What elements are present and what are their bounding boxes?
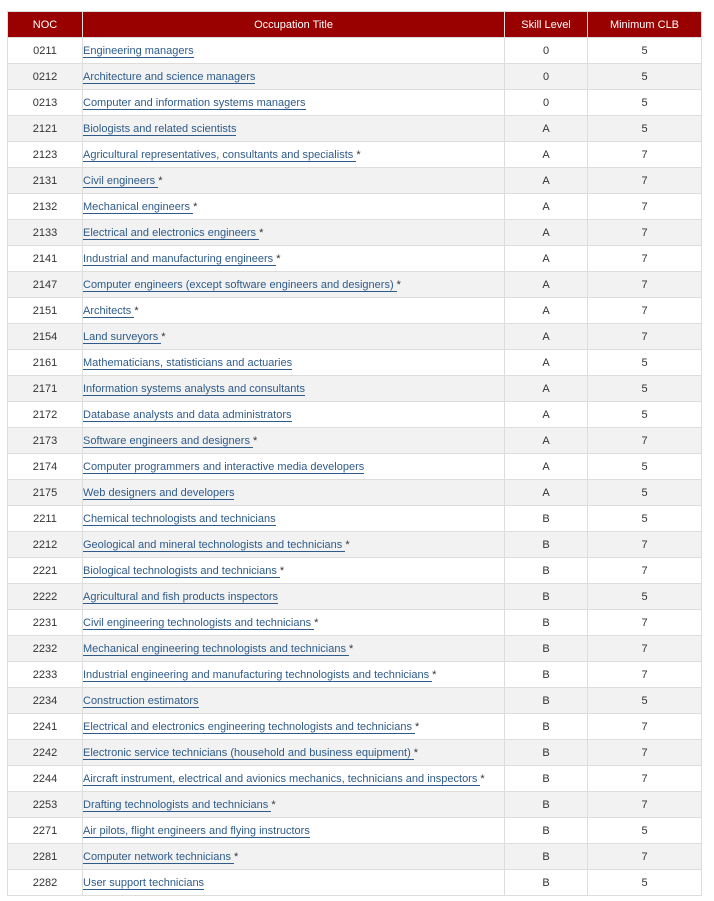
occupation-title-cell — [83, 168, 505, 194]
minimum-clb: 7 — [588, 246, 702, 272]
noc-code: 2234 — [8, 688, 83, 714]
skill-level: A — [505, 324, 588, 350]
skill-level: A — [505, 350, 588, 376]
skill-level: 0 — [505, 64, 588, 90]
asterisk-marker: * — [158, 174, 163, 187]
occupation-title-cell — [83, 298, 505, 324]
noc-code: 2151 — [8, 298, 83, 324]
noc-code: 2212 — [8, 532, 83, 558]
minimum-clb: 7 — [588, 558, 702, 584]
noc-code: 2173 — [8, 428, 83, 454]
table-row — [8, 116, 702, 142]
occupation-title-cell — [83, 246, 505, 272]
occupation-link[interactable]: Computer engineers (except software engineers and designers) — [83, 278, 397, 291]
noc-code: 2141 — [8, 246, 83, 272]
minimum-clb: 7 — [588, 610, 702, 636]
occupation-title-cell — [83, 818, 505, 844]
minimum-clb: 7 — [588, 636, 702, 662]
occupation-link[interactable]: Land surveyors — [83, 330, 162, 343]
skill-level: B — [505, 506, 588, 532]
table-row — [8, 532, 702, 558]
table-row — [8, 714, 702, 740]
asterisk-marker: * — [480, 772, 485, 785]
noc-code: 2232 — [8, 636, 83, 662]
occupation-title-cell — [83, 90, 505, 116]
skill-level: B — [505, 714, 588, 740]
skill-level: B — [505, 688, 588, 714]
minimum-clb: 7 — [588, 792, 702, 818]
minimum-clb: 5 — [588, 116, 702, 142]
noc-code: 2121 — [8, 116, 83, 142]
skill-level: B — [505, 662, 588, 688]
occupation-link[interactable]: Architects — [83, 304, 135, 317]
occupation-title-cell — [83, 766, 505, 792]
noc-code: 2282 — [8, 870, 83, 896]
occupation-link[interactable]: Web designers and developers — [83, 486, 235, 499]
occupation-link[interactable]: Civil engineering technologists and technicians — [83, 616, 315, 629]
occupation-link[interactable]: Civil engineers — [83, 174, 159, 187]
minimum-clb: 7 — [588, 142, 702, 168]
table-row — [8, 64, 702, 90]
table-row — [8, 220, 702, 246]
occupation-link[interactable]: Electronic service technicians (household and business equipment) — [83, 746, 414, 759]
minimum-clb: 7 — [588, 766, 702, 792]
occupation-link[interactable]: Construction estimators — [83, 694, 199, 707]
table-row — [8, 272, 702, 298]
table-row — [8, 610, 702, 636]
asterisk-marker: * — [279, 564, 285, 577]
occupation-link[interactable]: Biologists and related scientists — [83, 122, 237, 135]
occupation-title-cell — [83, 350, 505, 376]
skill-level: B — [505, 558, 588, 584]
minimum-clb: 5 — [588, 870, 702, 896]
skill-level: B — [505, 636, 588, 662]
skill-level: A — [505, 272, 588, 298]
minimum-clb: 7 — [588, 714, 702, 740]
occupation-title-cell — [83, 662, 505, 688]
noc-code: 2131 — [8, 168, 83, 194]
noc-code: 2132 — [8, 194, 83, 220]
occupation-title-cell — [83, 558, 505, 584]
asterisk-marker: * — [356, 148, 361, 161]
occupation-link[interactable]: Architecture and science managers — [83, 70, 256, 83]
header-skill-level: Skill Level — [505, 12, 588, 38]
minimum-clb: 7 — [588, 220, 702, 246]
occupation-link[interactable]: Geological and mineral technologists and technicians — [83, 538, 346, 551]
asterisk-marker: * — [314, 616, 319, 629]
skill-level: 0 — [505, 90, 588, 116]
occupation-link[interactable]: Agricultural representatives, consultants and specialists — [83, 148, 357, 161]
noc-code: 2221 — [8, 558, 83, 584]
occupation-title-cell — [83, 688, 505, 714]
minimum-clb: 7 — [588, 740, 702, 766]
table-row — [8, 38, 702, 64]
occupation-title-cell — [83, 480, 505, 506]
occupation-link[interactable]: Computer and information systems managers — [83, 96, 306, 109]
noc-code: 2231 — [8, 610, 83, 636]
occupation-link[interactable]: Software engineers and designers — [83, 434, 253, 447]
table-row — [8, 740, 702, 766]
occupation-link[interactable]: Mathematicians, statisticians and actuaries — [83, 356, 293, 369]
noc-code: 2253 — [8, 792, 83, 818]
minimum-clb: 5 — [588, 90, 702, 116]
occupation-link[interactable]: Computer network technicians — [83, 850, 235, 863]
asterisk-marker: * — [253, 434, 258, 447]
skill-level: A — [505, 376, 588, 402]
minimum-clb: 5 — [588, 584, 702, 610]
noc-code: 2222 — [8, 584, 83, 610]
occupation-title-cell — [83, 584, 505, 610]
asterisk-marker: * — [259, 226, 264, 239]
skill-level: 0 — [505, 38, 588, 64]
occupation-link[interactable]: Electrical and electronics engineering technologists and technicians — [83, 720, 416, 733]
skill-level: A — [505, 116, 588, 142]
occupation-title-cell — [83, 740, 505, 766]
noc-code: 2123 — [8, 142, 83, 168]
occupation-link[interactable]: Information systems analysts and consultants — [83, 382, 305, 395]
table-row — [8, 376, 702, 402]
asterisk-marker: * — [349, 642, 354, 655]
noc-code: 2161 — [8, 350, 83, 376]
occupation-link[interactable]: Database analysts and data administrators — [83, 408, 292, 421]
occupation-title-cell — [83, 376, 505, 402]
skill-level: B — [505, 740, 588, 766]
table-row — [8, 844, 702, 870]
minimum-clb: 5 — [588, 480, 702, 506]
occupation-link[interactable]: Industrial and manufacturing engineers — [83, 252, 277, 265]
noc-code: 2154 — [8, 324, 83, 350]
skill-level: B — [505, 532, 588, 558]
minimum-clb: 5 — [588, 38, 702, 64]
occupation-title-cell — [83, 116, 505, 142]
minimum-clb: 7 — [588, 532, 702, 558]
asterisk-marker: * — [134, 304, 139, 317]
occupation-link[interactable]: Drafting technologists and technicians — [83, 798, 272, 811]
occupation-link[interactable]: Computer programmers and interactive media developers — [83, 460, 365, 473]
noc-code: 2133 — [8, 220, 83, 246]
noc-code: 2171 — [8, 376, 83, 402]
noc-code: 2271 — [8, 818, 83, 844]
table-row — [8, 142, 702, 168]
skill-level: A — [505, 480, 588, 506]
noc-code: 0213 — [8, 90, 83, 116]
minimum-clb: 7 — [588, 168, 702, 194]
table-row — [8, 558, 702, 584]
table-row — [8, 350, 702, 376]
occupation-title-cell — [83, 532, 505, 558]
occupation-link[interactable]: Air pilots, flight engineers and flying instructors — [83, 824, 310, 837]
table-row — [8, 792, 702, 818]
asterisk-marker: * — [413, 746, 419, 759]
occupation-title-cell — [83, 714, 505, 740]
noc-code: 0212 — [8, 64, 83, 90]
occupation-link[interactable]: Chemical technologists and technicians — [83, 512, 276, 525]
table-row — [8, 168, 702, 194]
occupation-link[interactable]: User support technicians — [83, 876, 205, 889]
table-row — [8, 688, 702, 714]
occupation-link[interactable]: Agricultural and fish products inspectors — [83, 590, 279, 603]
asterisk-marker: * — [161, 330, 166, 343]
minimum-clb: 5 — [588, 402, 702, 428]
asterisk-marker: * — [234, 850, 239, 863]
occupation-title-cell — [83, 324, 505, 350]
table-row — [8, 402, 702, 428]
occupation-title-cell — [83, 610, 505, 636]
asterisk-marker: * — [345, 538, 350, 551]
occupation-table — [7, 11, 702, 896]
minimum-clb: 7 — [588, 662, 702, 688]
table-row — [8, 246, 702, 272]
noc-code: 0211 — [8, 38, 83, 64]
asterisk-marker: * — [396, 278, 401, 291]
table-header — [8, 12, 702, 38]
noc-code: 2172 — [8, 402, 83, 428]
asterisk-marker: * — [276, 252, 281, 265]
occupation-title-cell — [83, 402, 505, 428]
minimum-clb: 5 — [588, 506, 702, 532]
noc-code: 2211 — [8, 506, 83, 532]
skill-level: A — [505, 454, 588, 480]
table-row — [8, 454, 702, 480]
occupation-title-cell — [83, 428, 505, 454]
noc-code: 2174 — [8, 454, 83, 480]
skill-level: B — [505, 584, 588, 610]
skill-level: A — [505, 142, 588, 168]
table-body — [8, 38, 702, 896]
skill-level: B — [505, 818, 588, 844]
occupation-link[interactable]: Industrial engineering and manufacturing technologists and technicians — [83, 668, 433, 681]
minimum-clb: 5 — [588, 454, 702, 480]
occupation-link[interactable]: Biological technologists and technicians — [83, 564, 280, 577]
header-row — [8, 12, 702, 38]
noc-code: 2241 — [8, 714, 83, 740]
occupation-link[interactable]: Mechanical engineering technologists and technicians — [83, 642, 350, 655]
table-row — [8, 584, 702, 610]
table-row — [8, 766, 702, 792]
occupation-title-cell — [83, 454, 505, 480]
occupation-link[interactable]: Mechanical engineers — [83, 200, 194, 213]
minimum-clb: 7 — [588, 194, 702, 220]
skill-level: A — [505, 428, 588, 454]
minimum-clb: 7 — [588, 324, 702, 350]
skill-level: B — [505, 766, 588, 792]
occupation-link[interactable]: Engineering managers — [83, 44, 194, 57]
table-row — [8, 324, 702, 350]
asterisk-marker: * — [432, 668, 437, 681]
minimum-clb: 5 — [588, 64, 702, 90]
occupation-link[interactable]: Electrical and electronics engineers — [83, 226, 260, 239]
occupation-title-cell — [83, 844, 505, 870]
occupation-title-cell — [83, 194, 505, 220]
asterisk-marker: * — [271, 798, 276, 811]
skill-level: A — [505, 298, 588, 324]
minimum-clb: 5 — [588, 376, 702, 402]
skill-level: A — [505, 246, 588, 272]
table-row — [8, 194, 702, 220]
minimum-clb: 7 — [588, 844, 702, 870]
table-row — [8, 506, 702, 532]
occupation-link[interactable]: Aircraft instrument, electrical and avionics mechanics, technicians and inspectors — [83, 772, 481, 785]
table-row — [8, 298, 702, 324]
table-row — [8, 818, 702, 844]
header-occupation-title: Occupation Title — [83, 12, 505, 38]
header-noc: NOC — [8, 12, 83, 38]
header-minimum-clb: Minimum CLB — [588, 12, 702, 38]
noc-code: 2147 — [8, 272, 83, 298]
occupation-title-cell — [83, 792, 505, 818]
occupation-title-cell — [83, 506, 505, 532]
skill-level: A — [505, 194, 588, 220]
skill-level: A — [505, 168, 588, 194]
skill-level: B — [505, 792, 588, 818]
noc-code: 2233 — [8, 662, 83, 688]
occupation-title-cell — [83, 38, 505, 64]
occupation-title-cell — [83, 636, 505, 662]
skill-level: A — [505, 402, 588, 428]
noc-code: 2244 — [8, 766, 83, 792]
skill-level: B — [505, 844, 588, 870]
minimum-clb: 7 — [588, 272, 702, 298]
minimum-clb: 5 — [588, 818, 702, 844]
skill-level: B — [505, 870, 588, 896]
minimum-clb: 7 — [588, 428, 702, 454]
occupation-title-cell — [83, 870, 505, 896]
table-row — [8, 480, 702, 506]
noc-code: 2281 — [8, 844, 83, 870]
table-row — [8, 90, 702, 116]
table-row — [8, 428, 702, 454]
occupation-title-cell — [83, 142, 505, 168]
asterisk-marker: * — [193, 200, 198, 213]
minimum-clb: 5 — [588, 688, 702, 714]
occupation-title-cell — [83, 64, 505, 90]
skill-level: A — [505, 220, 588, 246]
asterisk-marker: * — [415, 720, 420, 733]
table-row — [8, 636, 702, 662]
minimum-clb: 5 — [588, 350, 702, 376]
table-row — [8, 870, 702, 896]
noc-code: 2242 — [8, 740, 83, 766]
skill-level: B — [505, 610, 588, 636]
noc-code: 2175 — [8, 480, 83, 506]
occupation-title-cell — [83, 272, 505, 298]
table-row — [8, 662, 702, 688]
occupation-title-cell — [83, 220, 505, 246]
minimum-clb: 7 — [588, 298, 702, 324]
